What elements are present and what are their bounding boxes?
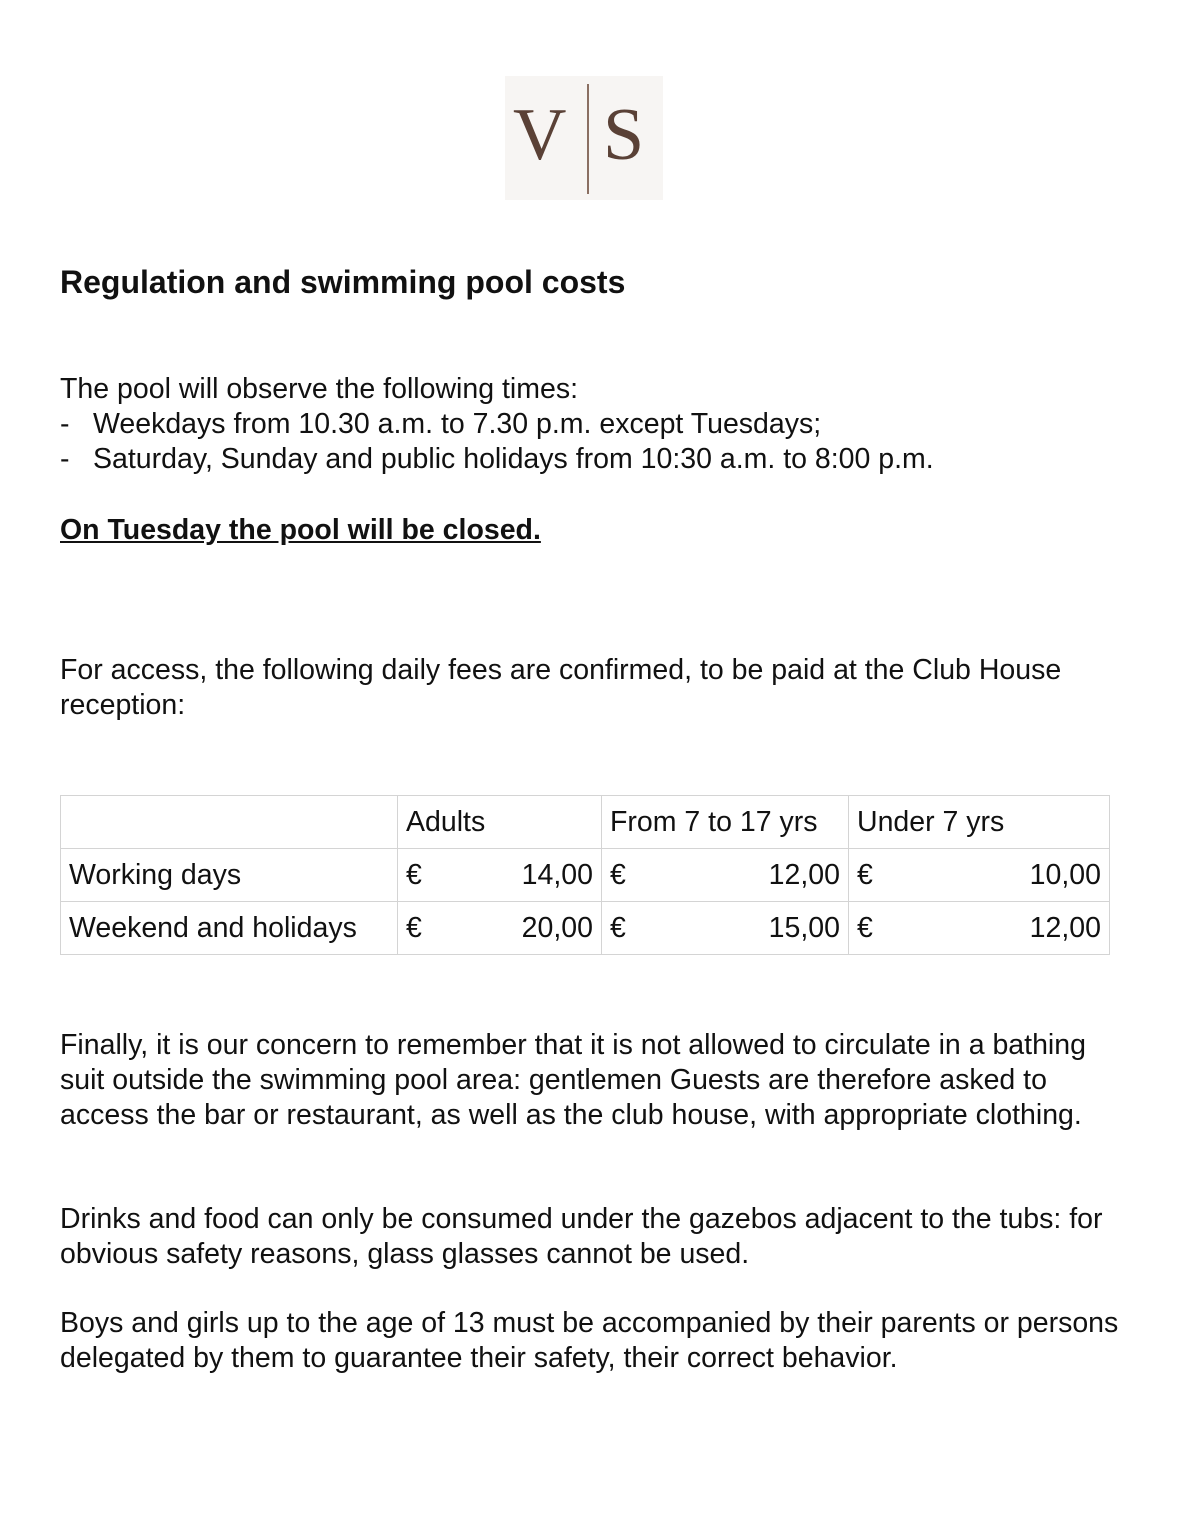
table-header-under-7: Under 7 yrs [849, 796, 1110, 849]
fee-amount: 14,00 [521, 858, 593, 891]
fee-cell-children [849, 902, 1110, 955]
logo-divider [587, 84, 589, 194]
fee-amount: 15,00 [768, 911, 840, 944]
fees-intro: For access, the following daily fees are confirmed, to be paid at the Club House reception: [60, 654, 1062, 721]
table-row [61, 902, 1110, 955]
fee-amount: 10,00 [1029, 858, 1101, 891]
logo-letter-v: V [513, 94, 567, 176]
fee-amount: 12,00 [1029, 911, 1101, 944]
logo-letter-s: S [603, 94, 645, 176]
bullet-dash: - [60, 443, 70, 475]
fee-amount: 20,00 [521, 911, 593, 944]
hours-list [60, 407, 934, 477]
hours-item-text: Saturday, Sunday and public holidays from 10:30 a.m. to 8:00 p.m. [93, 443, 934, 475]
fee-cell-adults [398, 849, 602, 902]
hours-item-weekends [60, 442, 934, 477]
table-header-empty [61, 796, 398, 849]
fee-cell-children [849, 849, 1110, 902]
row-label: Weekend and holidays [61, 902, 398, 955]
hours-item-text: Weekdays from 10.30 a.m. to 7.30 p.m. except Tuesdays; [93, 408, 822, 440]
closed-notice: On Tuesday the pool will be closed. [60, 514, 541, 546]
table-row [61, 849, 1110, 902]
fees-table [60, 795, 1110, 955]
bullet-dash: - [60, 408, 70, 440]
table-header-adults: Adults [398, 796, 602, 849]
vs-logo [505, 76, 663, 200]
rule-children: Boys and girls up to the age of 13 must be accompanied by their parents or persons delegated by them to guarantee their safety, their correct behavior. [60, 1307, 1119, 1374]
rule-clothing: Finally, it is our concern to remember that it is not allowed to circulate in a bathing suit outside the swimming pool area: gentlemen Guests are therefore asked to access the bar or restaurant, as well as the club house, with appropriate clothing. [60, 1029, 1086, 1131]
currency-symbol: € [857, 858, 873, 891]
fee-cell-adults [398, 902, 602, 955]
currency-symbol: € [610, 911, 626, 944]
currency-symbol: € [610, 858, 626, 891]
hours-item-weekdays [60, 407, 934, 442]
fee-cell-teens [602, 902, 849, 955]
fee-amount: 12,00 [768, 858, 840, 891]
rule-food-drinks: Drinks and food can only be consumed under the gazebos adjacent to the tubs: for obvious safety reasons, glass glasses cannot be used. [60, 1203, 1103, 1270]
currency-symbol: € [406, 858, 422, 891]
table-header-row [61, 796, 1110, 849]
currency-symbol: € [406, 911, 422, 944]
hours-intro: The pool will observe the following times: [60, 373, 578, 405]
table-header-7-to-17: From 7 to 17 yrs [602, 796, 849, 849]
currency-symbol: € [857, 911, 873, 944]
row-label: Working days [61, 849, 398, 902]
fee-cell-teens [602, 849, 849, 902]
page-title: Regulation and swimming pool costs [60, 264, 626, 300]
